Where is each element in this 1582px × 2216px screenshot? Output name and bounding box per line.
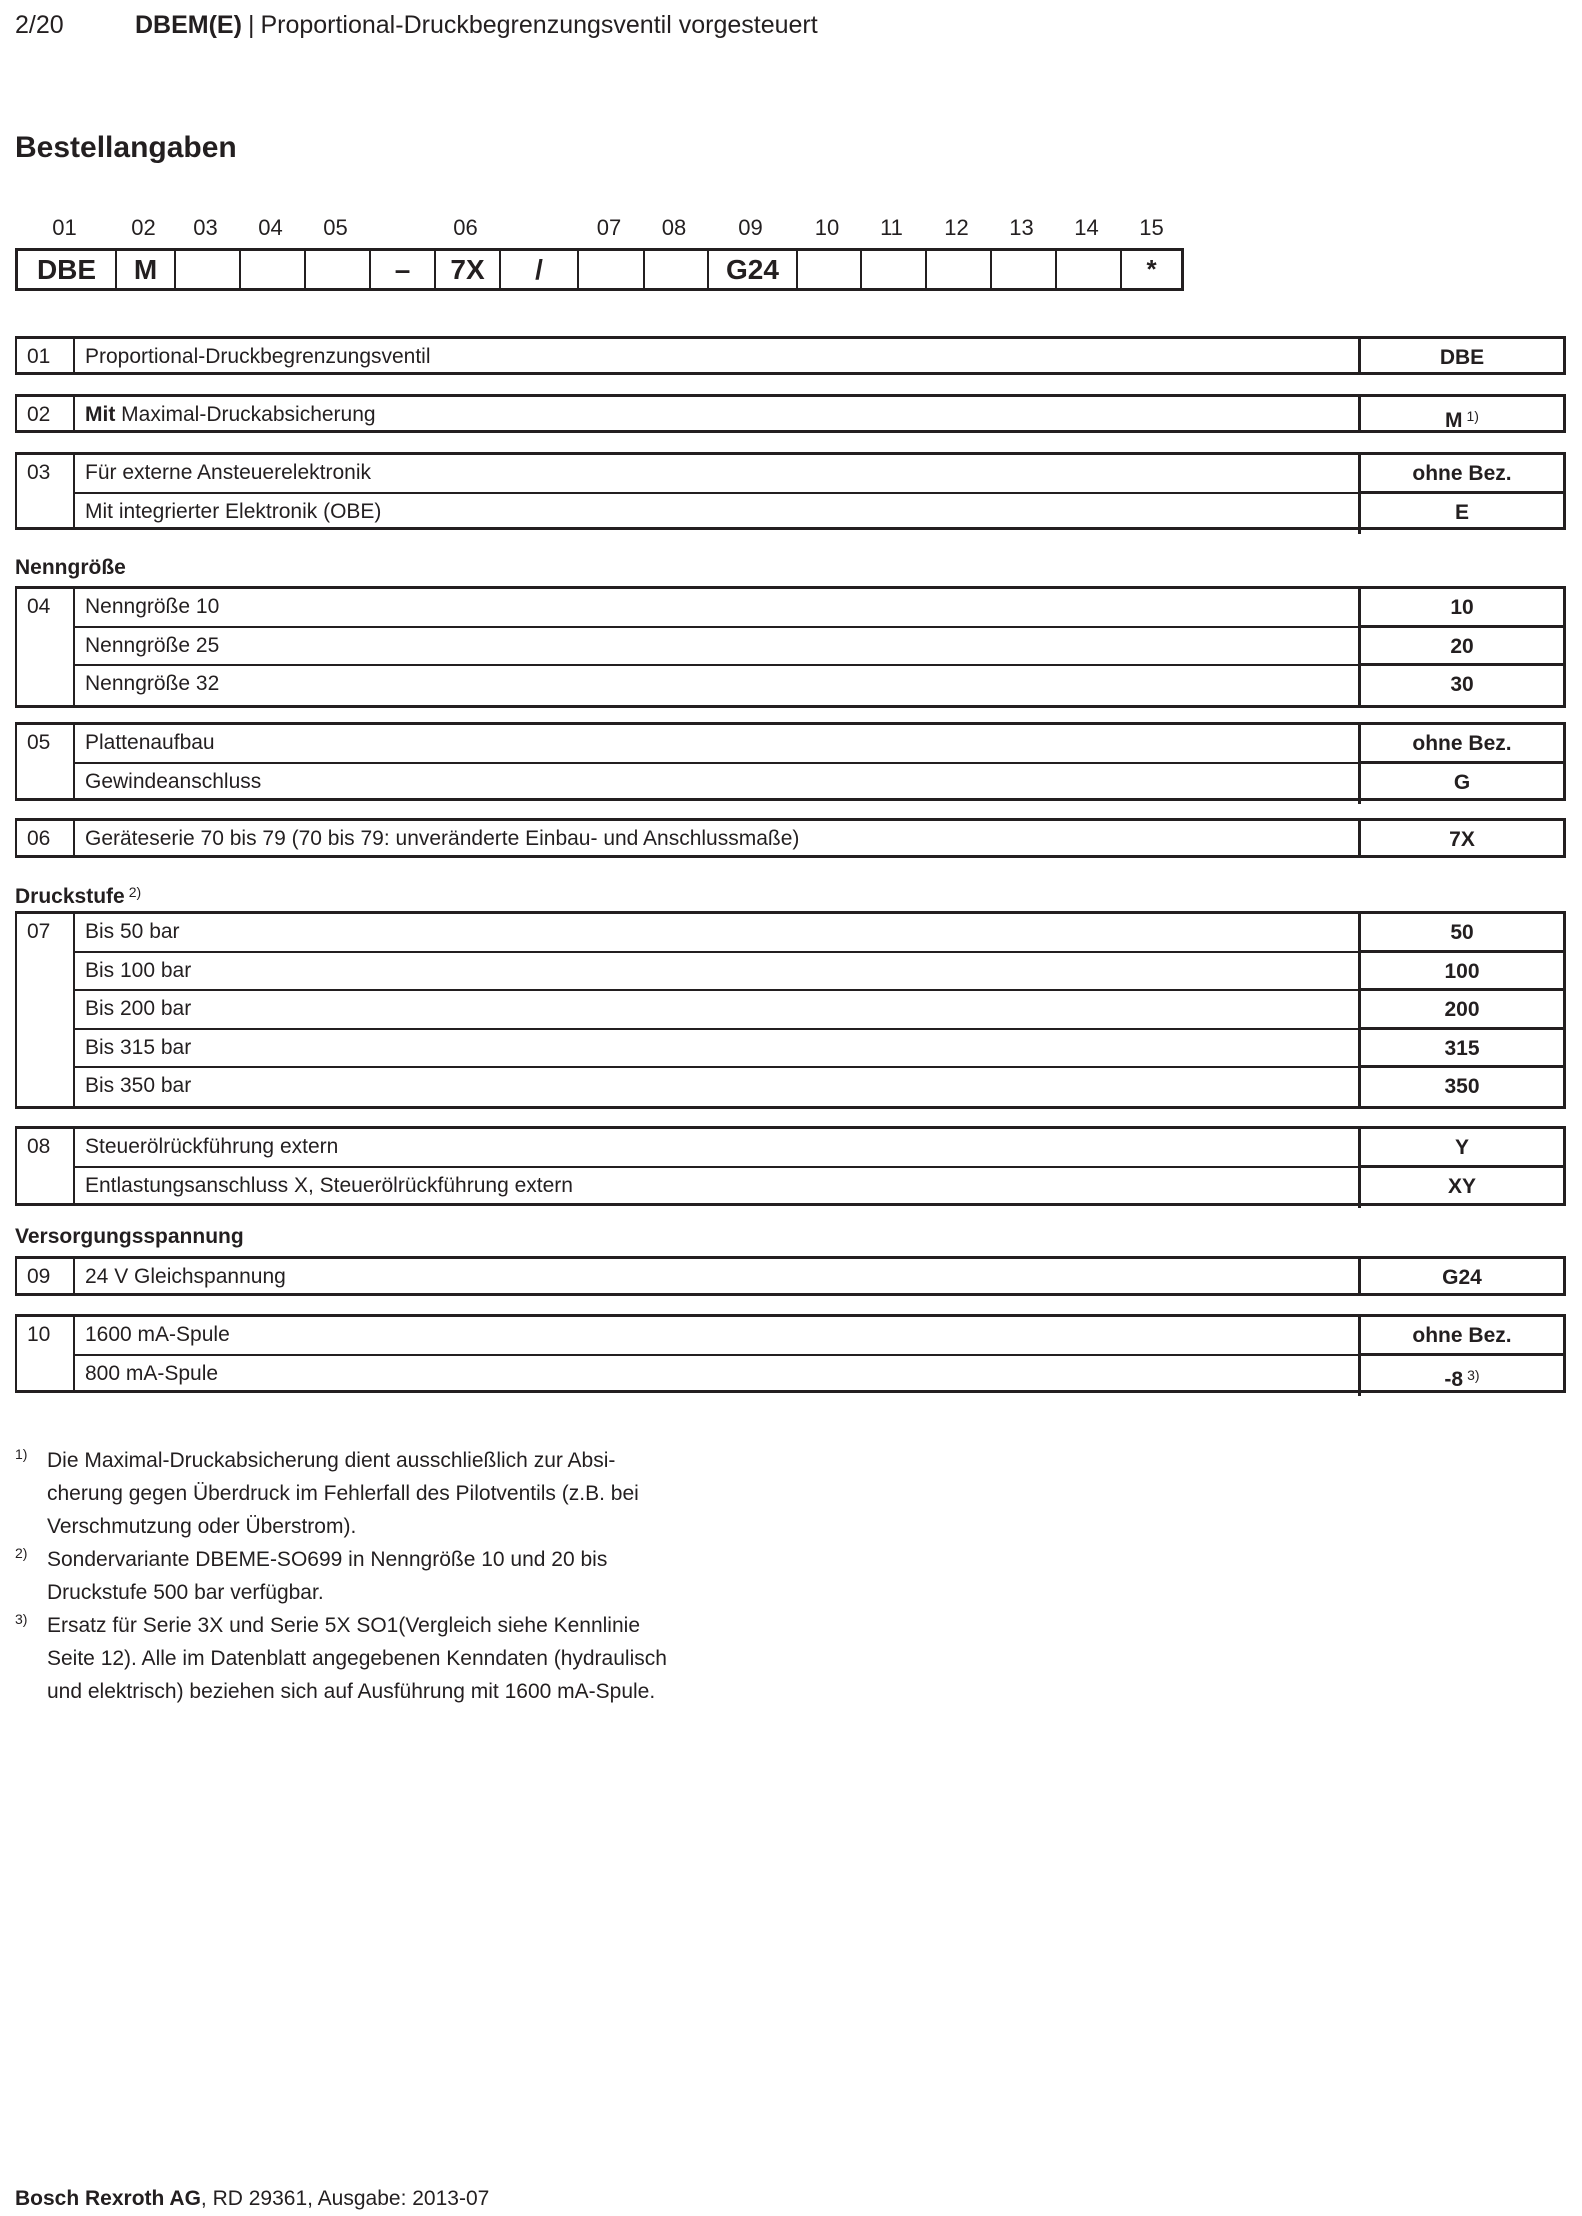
order-group-07: [15, 911, 1566, 1109]
code-cell: 7X: [436, 251, 501, 288]
row-description: Steuerölrückführung extern: [85, 1135, 339, 1158]
row-description: Entlastungsanschluss X, Steuerölrückführung extern: [85, 1173, 573, 1197]
row-code: -8 $^{3)}$: [1358, 1353, 1563, 1397]
code-cell: M: [117, 251, 176, 288]
table-row: [75, 494, 1563, 533]
row-description: Proportional-Druckbegrenzungsventil: [85, 345, 431, 368]
product-code: DBEM(E): [135, 11, 242, 39]
code-cell-dash: –: [371, 251, 436, 288]
row-code: G24: [1358, 1256, 1563, 1295]
code-pos-num: 15: [1139, 215, 1164, 240]
row-code: DBE: [1358, 336, 1563, 374]
code-pos-num: 01: [52, 215, 77, 240]
table-row: [75, 1129, 1563, 1168]
subheading-nenngroesse: Nenngröße: [15, 556, 126, 579]
table-row: [75, 725, 1563, 764]
code-cell: [862, 251, 927, 288]
row-code: ohne Bez.: [1358, 722, 1563, 764]
footnote-mark: 3): [15, 1611, 28, 1627]
table-row: [75, 1068, 1563, 1107]
table-row: [75, 953, 1563, 992]
code-pos-num: 11: [880, 215, 903, 240]
code-cell: [1057, 251, 1122, 288]
row-description: Mit integrierter Elektronik (OBE): [85, 499, 382, 523]
row-code: 10: [1358, 586, 1563, 628]
order-group-04: [15, 586, 1566, 708]
footnote-3: 3) Ersatz für Serie 3X und Serie 5X SO1(Vergleich siehe Kennlinie Seite 12). Alle im Datenblatt angegebenen Kenndaten (hydraulisch und elektrisch) beziehen sich auf Ausführung mit 1600 mA-Spule.: [15, 1609, 785, 1708]
footnote-2: 2) Sondervariante DBEME-SO699 in Nenngröße 10 und 20 bis Druckstufe 500 bar verfügbar.: [15, 1543, 785, 1609]
table-row: [75, 455, 1563, 494]
code-cell-slash: /: [501, 251, 579, 288]
table-row: [75, 1030, 1563, 1069]
code-cell: [241, 251, 306, 288]
footnote-mark: 2): [15, 1545, 28, 1561]
row-description: Bis 200 bar: [85, 997, 192, 1020]
code-pos-num: 03: [193, 215, 218, 240]
footnotes: [15, 1444, 785, 1708]
code-pos-num: 12: [944, 215, 969, 240]
code-position-numbers: [0, 214, 1200, 242]
row-code: 200: [1358, 988, 1563, 1030]
group-number: 02: [17, 397, 75, 430]
code-pos-num: 02: [131, 215, 156, 240]
table-row: [75, 589, 1563, 628]
order-code-box: [15, 248, 1184, 291]
header-separator: |: [247, 11, 255, 39]
table-row: [75, 764, 1563, 803]
code-pos-num: 10: [814, 215, 840, 240]
group-number: 09: [17, 1259, 75, 1293]
footnote-mark: 1): [15, 1446, 28, 1462]
row-code: M $^{1)}$: [1358, 394, 1563, 432]
row-description: Bis 315 bar: [85, 1035, 192, 1059]
row-code: 7X: [1358, 818, 1563, 857]
order-group-10: [15, 1314, 1566, 1393]
row-code: E: [1358, 491, 1563, 535]
code-pos-num: 05: [323, 215, 348, 240]
row-code: ohne Bez.: [1358, 452, 1563, 494]
row-code: 350: [1358, 1065, 1563, 1109]
code-cell: [176, 251, 241, 288]
subheading-versorgungsspannung: Versorgungsspannung: [15, 1225, 244, 1248]
code-cell: *: [1146, 254, 1157, 284]
row-description: Nenngröße 25: [85, 633, 220, 657]
row-code: 100: [1358, 950, 1563, 992]
code-pos-num: 04: [258, 215, 283, 240]
row-code: 50: [1358, 911, 1563, 953]
row-code: 30: [1358, 663, 1563, 707]
page-footer: [15, 2186, 489, 2212]
table-row: [75, 1168, 1563, 1207]
group-number: 05: [17, 725, 75, 798]
page-header: [15, 10, 818, 40]
row-description: Bis 350 bar: [85, 1074, 192, 1097]
document-info: , RD 29361, Ausgabe: 2013-07: [200, 2187, 490, 2210]
company-name: Bosch Rexroth AG: [15, 2187, 201, 2210]
group-number: 04: [17, 589, 75, 705]
row-description: Für externe Ansteuerelektronik: [85, 461, 371, 484]
order-group-08: [15, 1126, 1566, 1206]
table-row: [75, 628, 1563, 667]
table-row: [75, 1259, 1563, 1293]
code-cell: DBE: [18, 251, 117, 288]
code-cell: G24: [709, 251, 798, 288]
footnote-ref: 3): [1467, 1366, 1480, 1383]
section-title: Bestellangaben: [15, 131, 237, 164]
row-description: Gewindeanschluss: [85, 769, 262, 793]
table-row: [75, 1317, 1563, 1356]
group-number: 10: [17, 1317, 75, 1390]
table-row: [75, 666, 1563, 705]
row-code: ohne Bez.: [1358, 1314, 1563, 1356]
footnote-ref: 2): [128, 884, 142, 900]
order-group-03: [15, 452, 1566, 530]
code-cell: [306, 251, 371, 288]
row-code: G: [1358, 761, 1563, 805]
code-cell: [992, 251, 1057, 288]
footnote-ref: 1): [1466, 408, 1479, 424]
code-pos-num: 06: [453, 215, 478, 240]
table-row: [75, 1356, 1563, 1395]
row-description: Mit Maximal-Druckabsicherung: [85, 403, 376, 426]
document-title: Proportional-Druckbegrenzungsventil vorgesteuert: [260, 11, 818, 39]
code-cell: [798, 251, 862, 288]
order-group-09: [15, 1256, 1566, 1296]
code-pos-num: 13: [1009, 215, 1034, 240]
code-pos-num: 14: [1074, 215, 1099, 240]
group-number: 08: [17, 1129, 75, 1203]
page-number: 2/20: [15, 11, 64, 39]
code-pos-num: 09: [738, 215, 763, 240]
table-row: [75, 397, 1563, 430]
code-pos-num: 07: [596, 215, 622, 240]
row-description: Nenngröße 32: [85, 672, 220, 695]
row-code: 315: [1358, 1027, 1563, 1069]
row-description: Nenngröße 10: [85, 595, 220, 618]
order-group-02: [15, 394, 1566, 433]
order-group-06: [15, 818, 1566, 858]
group-number: 07: [17, 914, 75, 1106]
order-group-01: [15, 336, 1566, 375]
table-row: [75, 339, 1563, 372]
table-row: [75, 914, 1563, 953]
table-row: [75, 821, 1563, 855]
row-code: 20: [1358, 625, 1563, 667]
row-description: 800 mA-Spule: [85, 1361, 219, 1385]
code-cell: [579, 251, 645, 288]
row-description: Bis 50 bar: [85, 920, 180, 943]
row-description: 1600 mA-Spule: [85, 1323, 230, 1346]
row-code: XY: [1358, 1165, 1563, 1209]
row-description: Plattenaufbau: [85, 731, 215, 754]
order-group-05: [15, 722, 1566, 801]
code-pos-num: 08: [661, 215, 687, 240]
code-cell: [645, 251, 709, 288]
table-row: [75, 991, 1563, 1030]
group-number: 01: [17, 339, 75, 372]
row-description: 24 V Gleichspannung: [85, 1265, 286, 1288]
footnote-1: 1) Die Maximal-Druckabsicherung dient ausschließlich zur Absi- cherung gegen Überdruck im Fehlerfall des Pilotventils (z.B. bei Verschmutzung oder Überstrom).: [15, 1444, 785, 1543]
code-cell: [927, 251, 992, 288]
subheading-druckstufe: Druckstufe $^{2)}$: [15, 884, 142, 908]
group-number: 06: [17, 821, 75, 855]
group-number: 03: [17, 455, 75, 527]
row-code: Y: [1358, 1126, 1563, 1168]
row-description: Geräteserie 70 bis 79 (70 bis 79: unveränderte Einbau- und Anschlussmaße): [85, 827, 800, 850]
row-description: Bis 100 bar: [85, 958, 192, 982]
